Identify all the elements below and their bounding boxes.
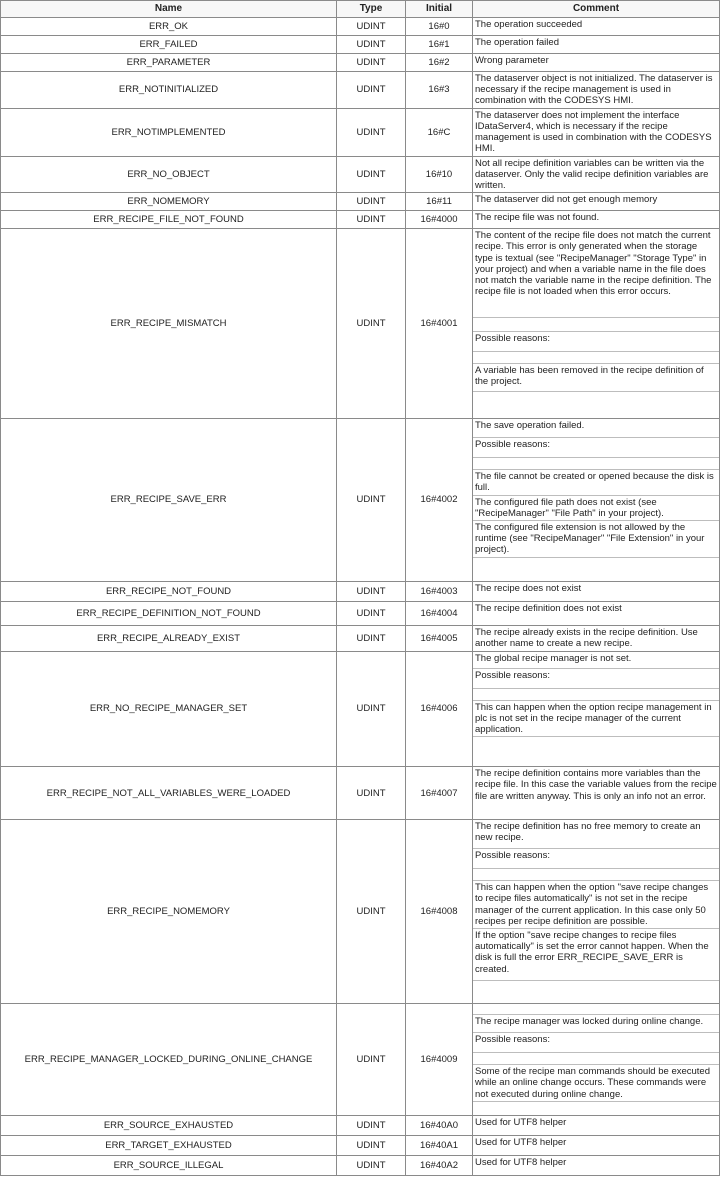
comment-line: This can happen when the option "save recipe changes to recipe files automatically" is not set in the recipe manager of the current application. In this case only 50 recipes per recipe definition are possible. <box>473 880 719 928</box>
comment-line <box>473 736 719 766</box>
comment-line: The configured file extension is not allowed by the runtime (see "RecipeManager" "File Extension" in your project). <box>473 520 719 557</box>
type-cell: UDINT <box>337 72 406 109</box>
table-row <box>1 581 720 601</box>
comment-line <box>473 1004 719 1014</box>
error-name-cell: ERR_NOTINITIALIZED <box>1 72 337 109</box>
comment-line: A variable has been removed in the recipe definition of the project. <box>473 363 719 391</box>
comment-line: Possible reasons: <box>473 331 719 351</box>
type-cell: UDINT <box>337 229 406 419</box>
table-row <box>1 651 720 767</box>
type-cell: UDINT <box>337 193 406 211</box>
error-name-cell: ERR_RECIPE_NOT_FOUND <box>1 581 337 601</box>
comment-cell <box>473 156 720 193</box>
comment-line: The recipe file was not found. <box>475 212 600 224</box>
initial-value-cell: 16#1 <box>406 36 473 54</box>
initial-value-cell: 16#4009 <box>406 1004 473 1116</box>
error-name-cell: ERR_SOURCE_ILLEGAL <box>1 1156 337 1176</box>
type-cell: UDINT <box>337 820 406 1004</box>
initial-value-cell: 16#10 <box>406 156 473 193</box>
comment-line: Possible reasons: <box>473 848 719 868</box>
table-row <box>1 1156 720 1176</box>
comment-cell <box>473 419 720 581</box>
comment-line: If the option "save recipe changes to recipe files automatically" is set the error cannot happen. When the disk is full the error ERR_RECIPE_SAVE_ERR is created. <box>473 928 719 980</box>
comment-cell <box>473 1116 720 1136</box>
initial-value-cell: 16#2 <box>406 54 473 72</box>
table-row <box>1 193 720 211</box>
comment-line <box>473 868 719 880</box>
comment-line <box>473 351 719 363</box>
type-cell: UDINT <box>337 1136 406 1156</box>
table-row <box>1 1004 720 1116</box>
col-header-name: Name <box>1 1 337 18</box>
comment-cell <box>473 651 720 767</box>
comment-cell <box>473 581 720 601</box>
table-row <box>1 229 720 419</box>
comment-cell <box>473 625 720 651</box>
type-cell: UDINT <box>337 601 406 625</box>
comment-line: The file cannot be created or opened because the disk is full. <box>473 469 719 494</box>
comment-line: The recipe already exists in the recipe definition. Use another name to create a new recipe. <box>475 626 698 649</box>
error-name-cell: ERR_RECIPE_FILE_NOT_FOUND <box>1 211 337 229</box>
comment-line <box>473 391 719 415</box>
table-row <box>1 18 720 36</box>
comment-cell <box>473 193 720 211</box>
comment-line: Possible reasons: <box>473 1032 719 1052</box>
comment-line <box>473 980 719 1002</box>
col-header-comment: Comment <box>473 1 720 18</box>
error-name-cell: ERR_TARGET_EXHAUSTED <box>1 1136 337 1156</box>
comment-line <box>473 688 719 700</box>
initial-value-cell: 16#4006 <box>406 651 473 767</box>
initial-value-cell: 16#4005 <box>406 625 473 651</box>
comment-line: The configured file path does not exist (see "RecipeManager" "File Path" in your project). <box>473 495 719 520</box>
comment-line: The operation failed <box>475 37 559 48</box>
error-name-cell: ERR_NO_OBJECT <box>1 156 337 193</box>
comment-line: This can happen when the option recipe management in plc is not set in the recipe manager of the current application. <box>473 700 719 737</box>
table-row <box>1 54 720 72</box>
comment-cell <box>473 54 720 72</box>
type-cell: UDINT <box>337 1116 406 1136</box>
initial-value-cell: 16#4004 <box>406 601 473 625</box>
comment-cell <box>473 601 720 625</box>
type-cell: UDINT <box>337 108 406 156</box>
table-row <box>1 211 720 229</box>
comment-cell <box>473 36 720 54</box>
comment-line: The recipe manager was locked during online change. <box>473 1014 719 1032</box>
comment-line: The save operation failed. <box>475 420 585 432</box>
comment-line <box>473 1101 719 1115</box>
comment-line: The recipe does not exist <box>475 582 582 594</box>
comment-line: Wrong parameter <box>475 55 549 66</box>
initial-value-cell: 16#4008 <box>406 820 473 1004</box>
type-cell: UDINT <box>337 767 406 820</box>
comment-line <box>473 1052 719 1064</box>
comment-cell <box>473 108 720 156</box>
comment-line: The dataserver does not implement the interface IDataServer4, which is necessary if the recipe management is used in combination with the CODESYS HMI. <box>475 109 712 155</box>
initial-value-cell: 16#0 <box>406 18 473 36</box>
comment-line: Not all recipe definition variables can be written via the dataserver. Only the valid recipe definition variables are written. <box>475 157 709 192</box>
initial-value-cell: 16#3 <box>406 72 473 109</box>
error-name-cell: ERR_RECIPE_NOT_ALL_VARIABLES_WERE_LOADED <box>1 767 337 820</box>
table-row <box>1 156 720 193</box>
comment-cell <box>473 18 720 36</box>
comment-line <box>473 317 719 331</box>
comment-line: The dataserver object is not initialized. The dataserver is necessary if the recipe management is used in combination with the CODESYS HMI. <box>475 73 713 107</box>
error-name-cell: ERR_PARAMETER <box>1 54 337 72</box>
type-cell: UDINT <box>337 1004 406 1116</box>
initial-value-cell: 16#4003 <box>406 581 473 601</box>
table-row <box>1 1116 720 1136</box>
error-name-cell: ERR_SOURCE_EXHAUSTED <box>1 1116 337 1136</box>
col-header-initial: Initial <box>406 1 473 18</box>
comment-line: Used for UTF8 helper <box>475 1157 567 1169</box>
header-row <box>1 1 720 18</box>
type-cell: UDINT <box>337 156 406 193</box>
table-row <box>1 820 720 1004</box>
table-row <box>1 1136 720 1156</box>
initial-value-cell: 16#4002 <box>406 419 473 581</box>
type-cell: UDINT <box>337 1156 406 1176</box>
initial-value-cell: 16#C <box>406 108 473 156</box>
table-row <box>1 767 720 820</box>
error-name-cell: ERR_NO_RECIPE_MANAGER_SET <box>1 651 337 767</box>
type-cell: UDINT <box>337 581 406 601</box>
error-name-cell: ERR_RECIPE_MANAGER_LOCKED_DURING_ONLINE_CHANGE <box>1 1004 337 1116</box>
comment-cell <box>473 1136 720 1156</box>
error-name-cell: ERR_RECIPE_SAVE_ERR <box>1 419 337 581</box>
comment-line: The dataserver did not get enough memory <box>475 194 658 206</box>
comment-line: Used for UTF8 helper <box>475 1117 567 1129</box>
error-name-cell: ERR_NOMEMORY <box>1 193 337 211</box>
comment-cell <box>473 767 720 820</box>
type-cell: UDINT <box>337 36 406 54</box>
error-name-cell: ERR_OK <box>1 18 337 36</box>
comment-line: Possible reasons: <box>473 437 719 457</box>
table-row <box>1 108 720 156</box>
comment-line: Used for UTF8 helper <box>475 1137 567 1149</box>
table-row <box>1 625 720 651</box>
comment-cell <box>473 72 720 109</box>
table-row <box>1 72 720 109</box>
error-name-cell: ERR_RECIPE_MISMATCH <box>1 229 337 419</box>
comment-line <box>473 557 719 581</box>
comment-cell <box>473 1156 720 1176</box>
error-name-cell: ERR_RECIPE_NOMEMORY <box>1 820 337 1004</box>
comment-cell <box>473 820 720 1004</box>
comment-cell <box>473 1004 720 1116</box>
initial-value-cell: 16#40A2 <box>406 1156 473 1176</box>
error-name-cell: ERR_NOTIMPLEMENTED <box>1 108 337 156</box>
error-name-cell: ERR_RECIPE_ALREADY_EXIST <box>1 625 337 651</box>
comment-line: The global recipe manager is not set. <box>475 652 632 664</box>
initial-value-cell: 16#40A0 <box>406 1116 473 1136</box>
comment-line: Possible reasons: <box>473 668 719 688</box>
error-name-cell: ERR_FAILED <box>1 36 337 54</box>
comment-line <box>473 457 719 469</box>
type-cell: UDINT <box>337 651 406 767</box>
comment-line: The content of the recipe file does not match the current recipe. This error is only generated when the storage type is textual (see "RecipeManager" "Storage Type" in your project) and when a variable name in the file does not match the variable name in the recipe definition. The recipe file is not loaded when this error occurs. <box>475 230 712 298</box>
comment-line: The recipe definition does not exist <box>475 602 622 614</box>
error-name-cell: ERR_RECIPE_DEFINITION_NOT_FOUND <box>1 601 337 625</box>
table-row <box>1 601 720 625</box>
comment-cell <box>473 229 720 419</box>
comment-line: The recipe definition has no free memory to create an new recipe. <box>475 821 701 844</box>
initial-value-cell: 16#4001 <box>406 229 473 419</box>
comment-line: The recipe definition contains more variables than the recipe file. In this case the variable values from the recipe file are written anyway. This is only an info not an error. <box>475 768 717 802</box>
comment-line: The operation succeeded <box>475 19 583 30</box>
initial-value-cell: 16#4007 <box>406 767 473 820</box>
initial-value-cell: 16#4000 <box>406 211 473 229</box>
col-header-type: Type <box>337 1 406 18</box>
comment-cell <box>473 211 720 229</box>
table-row <box>1 36 720 54</box>
table-row <box>1 419 720 581</box>
initial-value-cell: 16#11 <box>406 193 473 211</box>
initial-value-cell: 16#40A1 <box>406 1136 473 1156</box>
type-cell: UDINT <box>337 419 406 581</box>
comment-line: Some of the recipe man commands should be executed while an online change occurs. These commands were not executed during online change. <box>473 1064 719 1101</box>
type-cell: UDINT <box>337 18 406 36</box>
type-cell: UDINT <box>337 54 406 72</box>
type-cell: UDINT <box>337 625 406 651</box>
type-cell: UDINT <box>337 211 406 229</box>
